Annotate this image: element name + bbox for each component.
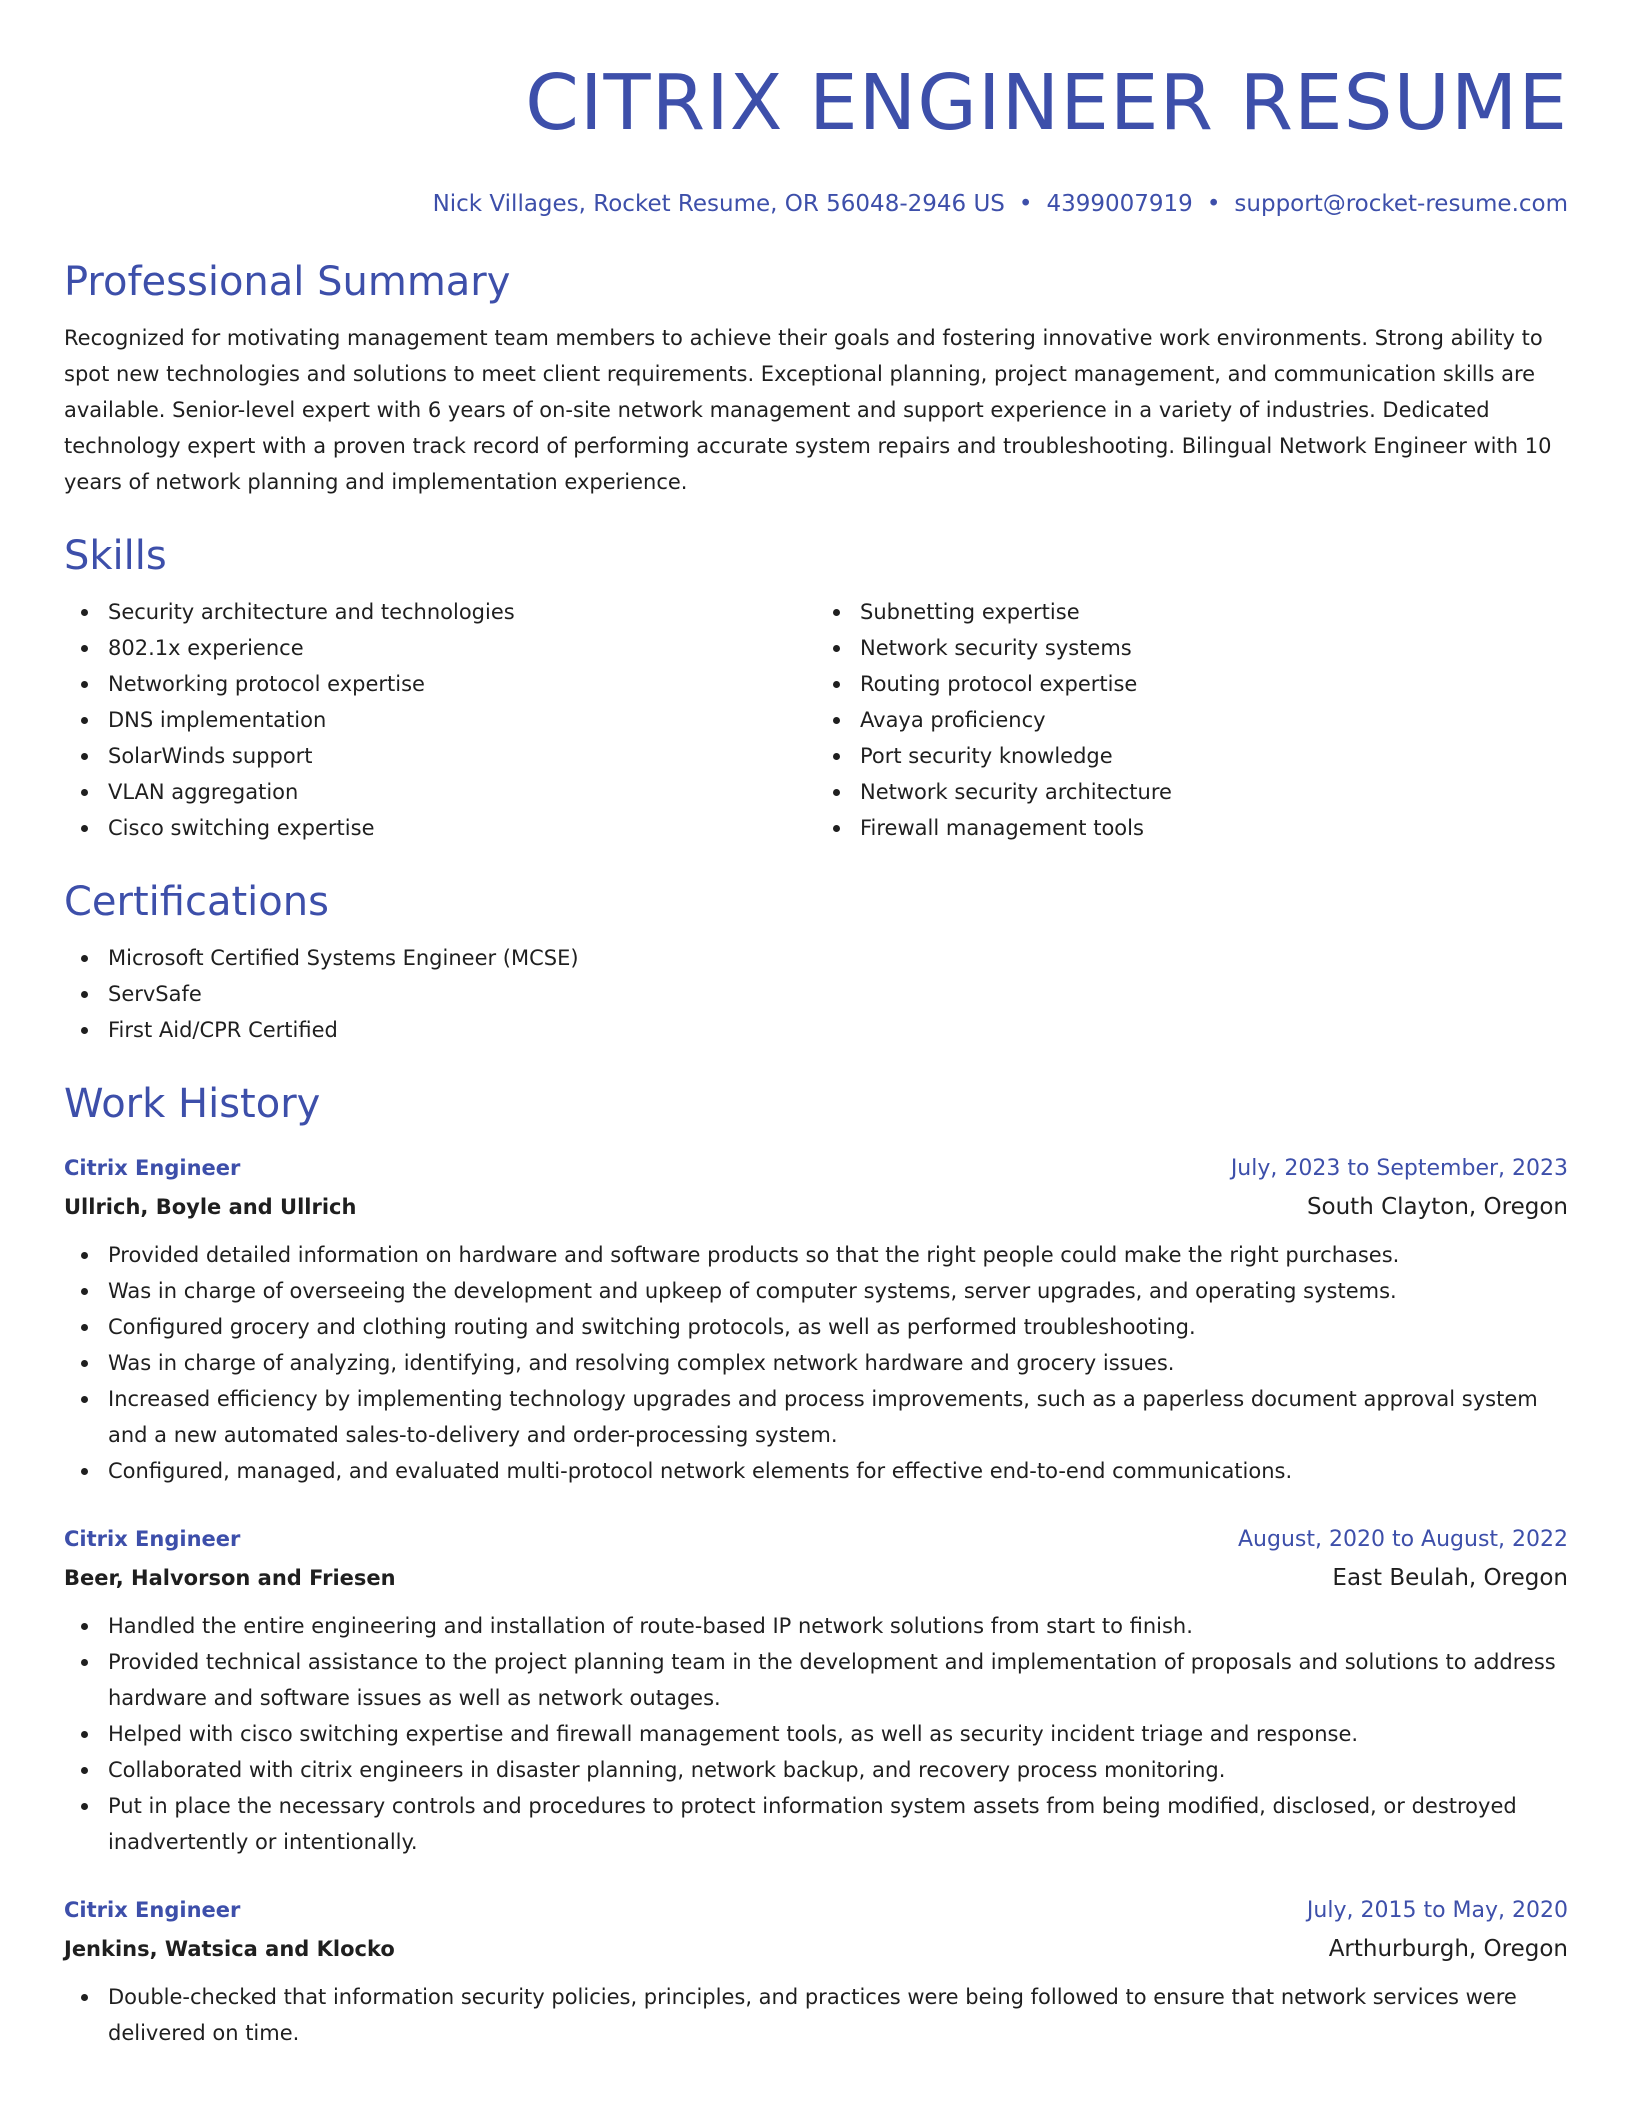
job-bullet: Provided technical assistance to the project planning team in the development and implementation of proposals and solutions to address hardware and software issues as well as network outages. xyxy=(108,1644,1568,1716)
skill-item: Networking protocol expertise xyxy=(108,666,816,702)
job-title: Citrix Engineer xyxy=(64,1527,241,1551)
skill-item: SolarWinds support xyxy=(108,738,816,774)
skills-column-right xyxy=(816,594,1568,846)
job-entry xyxy=(64,1521,1568,1860)
resume-title: CITRIX ENGINEER RESUME xyxy=(525,59,1568,148)
contact-email: support@rocket-resume.com xyxy=(1234,191,1568,217)
job-header-row xyxy=(64,1150,1568,1187)
skill-item: Security architecture and technologies xyxy=(108,594,816,630)
skills-heading: Skills xyxy=(64,533,167,579)
contact-separator: • xyxy=(1018,191,1033,217)
job-bullets xyxy=(64,1979,1568,2051)
job-title: Citrix Engineer xyxy=(64,1898,241,1922)
job-location: Arthurburgh, Oregon xyxy=(1328,1936,1568,1962)
contact-separator: • xyxy=(1206,191,1221,217)
job-company-row xyxy=(64,1558,1568,1598)
job-company: Ullrich, Boyle and Ullrich xyxy=(64,1195,357,1219)
job-header-row xyxy=(64,1521,1568,1558)
job-bullet: Helped with cisco switching expertise and firewall management tools, as well as security incident triage and response. xyxy=(108,1716,1568,1752)
job-header-row xyxy=(64,1892,1568,1929)
job-dates: July, 2023 to September, 2023 xyxy=(1230,1156,1568,1181)
job-location: East Beulah, Oregon xyxy=(1332,1565,1568,1591)
certification-item: ServSafe xyxy=(108,976,1568,1012)
certifications-heading: Certifications xyxy=(64,879,329,925)
job-bullet: Handled the entire engineering and installation of route-based IP network solutions from start to finish. xyxy=(108,1608,1568,1644)
certification-item: First Aid/CPR Certified xyxy=(108,1012,1568,1048)
skill-item: Port security knowledge xyxy=(860,738,1568,774)
job-bullet: Configured grocery and clothing routing and switching protocols, as well as performed troubleshooting. xyxy=(108,1309,1568,1345)
summary-text: Recognized for motivating management team members to achieve their goals and fostering innovative work environments. Strong ability to spot new technologies and solutions to meet client requirements. Exceptional planning, project management, and communication skills are available. Senior-level expert with 6 years of on-site network management and support experience in a variety of industries. Dedicated technology expert with a proven track record of performing accurate system repairs and troubleshooting. Bilingual Network Engineer with 10 years of network planning and implementation experience. xyxy=(64,326,1552,494)
contact-line xyxy=(64,188,1568,220)
job-bullets xyxy=(64,1608,1568,1860)
contact-address: Nick Villages, Rocket Resume, OR 56048-2946 US xyxy=(432,191,1005,217)
skill-item: Network security architecture xyxy=(860,774,1568,810)
job-bullet: Was in charge of analyzing, identifying, and resolving complex network hardware and grocery issues. xyxy=(108,1345,1568,1381)
job-location: South Clayton, Oregon xyxy=(1306,1194,1568,1220)
skill-item: Cisco switching expertise xyxy=(108,810,816,846)
certification-item: Microsoft Certified Systems Engineer (MCSE) xyxy=(108,940,1568,976)
job-bullets xyxy=(64,1237,1568,1489)
skill-item: Routing protocol expertise xyxy=(860,666,1568,702)
job-bullet: Put in place the necessary controls and procedures to protect information system assets from being modified, disclosed, or destroyed inadvertently or intentionally. xyxy=(108,1788,1568,1860)
skills-column-left xyxy=(64,594,816,846)
skill-item: Firewall management tools xyxy=(860,810,1568,846)
skill-item: Network security systems xyxy=(860,630,1568,666)
job-title: Citrix Engineer xyxy=(64,1156,241,1180)
job-company-row xyxy=(64,1929,1568,1969)
job-bullet: Was in charge of overseeing the development and upkeep of computer systems, server upgrades, and operating systems. xyxy=(108,1273,1568,1309)
summary-heading: Professional Summary xyxy=(64,259,511,305)
job-company-row xyxy=(64,1187,1568,1227)
job-company: Jenkins, Watsica and Klocko xyxy=(64,1937,395,1961)
job-dates: August, 2020 to August, 2022 xyxy=(1238,1527,1568,1552)
skill-item: DNS implementation xyxy=(108,702,816,738)
job-bullet: Collaborated with citrix engineers in disaster planning, network backup, and recovery process monitoring. xyxy=(108,1752,1568,1788)
job-bullet: Provided detailed information on hardware and software products so that the right people could make the right purchases. xyxy=(108,1237,1568,1273)
job-bullet: Configured, managed, and evaluated multi-protocol network elements for effective end-to-end communications. xyxy=(108,1453,1568,1489)
skill-item: Avaya proficiency xyxy=(860,702,1568,738)
job-bullet: Increased efficiency by implementing technology upgrades and process improvements, such as a paperless document approval system and a new automated sales-to-delivery and order-processing system. xyxy=(108,1381,1568,1453)
skill-item: 802.1x experience xyxy=(108,630,816,666)
skill-item: VLAN aggregation xyxy=(108,774,816,810)
skills-list xyxy=(64,594,1568,846)
skill-item: Subnetting expertise xyxy=(860,594,1568,630)
resume-page xyxy=(64,0,1568,2051)
work-history-heading: Work History xyxy=(64,1081,321,1127)
certifications-list xyxy=(64,940,1568,1048)
job-company: Beer, Halvorson and Friesen xyxy=(64,1566,396,1590)
job-dates: July, 2015 to May, 2020 xyxy=(1306,1898,1568,1923)
job-entry xyxy=(64,1150,1568,1489)
contact-phone: 4399007919 xyxy=(1046,191,1193,217)
job-bullet: Double-checked that information security policies, principles, and practices were being followed to ensure that network services were delivered on time. xyxy=(108,1979,1568,2051)
job-entry xyxy=(64,1892,1568,2051)
